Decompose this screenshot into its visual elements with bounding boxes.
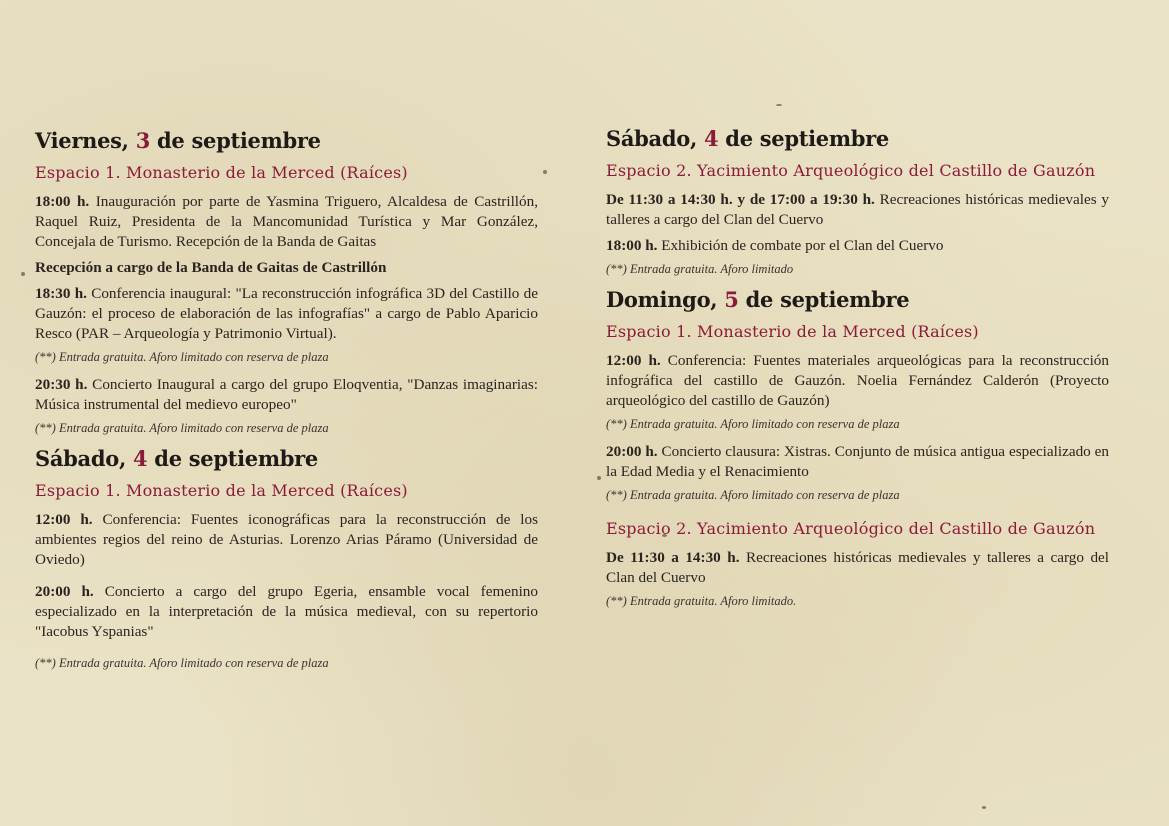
- event-time: 12:00 h.: [35, 511, 93, 528]
- event-note: (**) Entrada gratuita. Aforo limitado con reserva de plaza: [606, 488, 900, 502]
- day-heading-number: 4: [703, 126, 719, 151]
- event-description: Recreaciones históricas medievales y talleres a cargo del Clan del Cuervo: [606, 549, 1109, 586]
- event-description: Concierto clausura: Xistras. Conjunto de música antigua especializado en la Edad Media y el Renacimiento: [606, 443, 1109, 480]
- event-item: [606, 351, 1109, 411]
- day-heading-post: de septiembre: [147, 446, 318, 471]
- event-item: [35, 510, 538, 570]
- event-description: Recreaciones históricas medievales y talleres a cargo del Clan del Cuervo: [606, 191, 1109, 228]
- event-time: 12:00 h.: [606, 352, 661, 369]
- event-time: 20:30 h.: [35, 376, 88, 393]
- venue-heading: Espacio 1. Monasterio de la Merced (Raíces): [35, 481, 408, 500]
- venue-heading: Espacio 1. Monasterio de la Merced (Raíces): [35, 163, 408, 182]
- event-time: 18:00 h.: [35, 193, 90, 210]
- event-item: [606, 442, 1109, 482]
- event-description: Concierto a cargo del grupo Egeria, ensamble vocal femenino especializado en la interpretación de la música medieval, con su repertorio "Iacobus Yspanias": [35, 583, 538, 640]
- day-heading-number: 5: [724, 287, 739, 312]
- day-heading: [35, 446, 538, 471]
- event-item: [35, 582, 538, 642]
- paper-fleck: [21, 272, 25, 276]
- event-item: [606, 548, 1109, 588]
- event-time: 18:30 h.: [35, 285, 87, 302]
- paper-fleck: [543, 170, 547, 174]
- event-note: (**) Entrada gratuita. Aforo limitado con reserva de plaza: [35, 656, 329, 670]
- venue-heading: Espacio 2. Yacimiento Arqueológico del Castillo de Gauzón: [606, 161, 1096, 180]
- day-heading-post: de septiembre: [718, 126, 889, 151]
- event-time: De 11:30 a 14:30 h. y de 17:00 a 19:30 h.: [606, 191, 875, 208]
- event-item: [606, 190, 1109, 230]
- event-note: (**) Entrada gratuita. Aforo limitado con reserva de plaza: [35, 421, 329, 435]
- event-description: Conferencia inaugural: "La reconstrucción infográfica 3D del Castillo de Gauzón: el proceso de elaboración de las infografías" a cargo de Pablo Aparicio Resco (PAR – Arqueología y Patrimonio Virtual).: [35, 285, 538, 342]
- event-time: 20:00 h.: [35, 583, 94, 600]
- event-description: Conferencia: Fuentes materiales arqueológicas para la reconstrucción infográfica del castillo de Gauzón. Noelia Fernández Calderón (Proyecto arqueológico del castillo de Gauzón): [606, 352, 1109, 409]
- event-subtitle: Recepción a cargo de la Banda de Gaitas de Castrillón: [35, 259, 387, 276]
- day-heading-pre: Viernes,: [35, 128, 136, 153]
- event-time: 18:00 h.: [606, 237, 658, 254]
- event-note: (**) Entrada gratuita. Aforo limitado.: [606, 594, 797, 608]
- day-heading-number: 3: [135, 128, 151, 153]
- day-heading-pre: Domingo,: [606, 287, 725, 312]
- day-heading-number: 4: [132, 446, 148, 471]
- event-description: Exhibición de combate por el Clan del Cuervo: [657, 237, 944, 254]
- event-note: (**) Entrada gratuita. Aforo limitado con reserva de plaza: [35, 350, 329, 364]
- venue-heading: Espacio 1. Monasterio de la Merced (Raíces): [606, 322, 979, 341]
- day-heading-pre: Sábado,: [35, 446, 133, 471]
- event-item: [606, 236, 1109, 256]
- day-heading: [606, 287, 1109, 312]
- event-item: [35, 284, 538, 344]
- event-note: (**) Entrada gratuita. Aforo limitado: [606, 262, 794, 276]
- paper-fleck: [982, 806, 986, 809]
- event-description: Inauguración por parte de Yasmina Triguero, Alcaldesa de Castrillón, Raquel Ruiz, Presidenta de la Mancomunidad Turística y Mar González, Concejala de Turismo. Recepción de la Banda de Gaitas: [35, 193, 538, 250]
- day-heading-pre: Sábado,: [606, 126, 704, 151]
- day-heading-post: de septiembre: [738, 287, 910, 312]
- day-heading: [606, 126, 1109, 151]
- day-heading: [35, 128, 538, 153]
- event-description: Conferencia: Fuentes iconográficas para la reconstrucción de los ambientes regios del reino de Asturias. Lorenzo Arias Páramo (Universidad de Oviedo): [35, 511, 538, 568]
- left-column: [35, 120, 538, 681]
- event-time: De 11:30 a 14:30 h.: [606, 549, 740, 566]
- right-column: [606, 118, 1109, 619]
- paper-fleck: [776, 104, 782, 106]
- day-heading-post: de septiembre: [150, 128, 321, 153]
- paper-fleck: [597, 476, 601, 480]
- event-time: 20:00 h.: [606, 443, 658, 460]
- event-note: (**) Entrada gratuita. Aforo limitado con reserva de plaza: [606, 417, 900, 431]
- event-item: [35, 375, 538, 415]
- event-item: [35, 192, 538, 252]
- venue-heading: Espacio 2. Yacimiento Arqueológico del Castillo de Gauzón: [606, 519, 1096, 538]
- event-description: Concierto Inaugural a cargo del grupo Eloqventia, "Danzas imaginarias: Música instrumental del medievo europeo": [35, 376, 538, 413]
